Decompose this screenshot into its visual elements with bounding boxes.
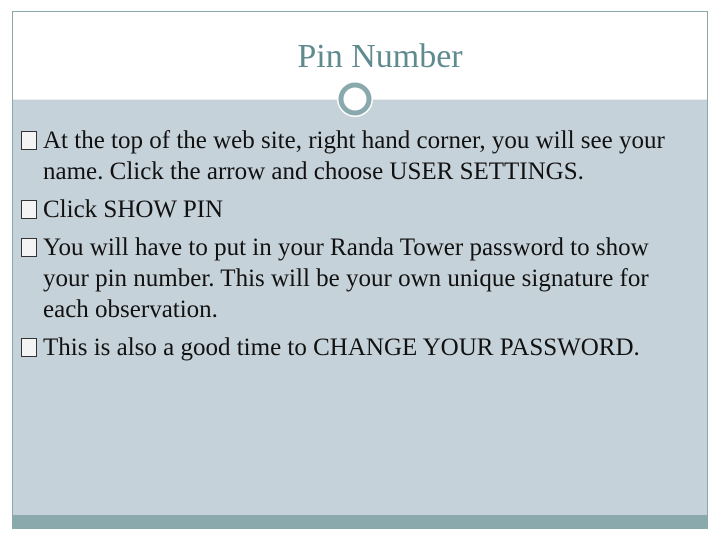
bullet-item	[21, 232, 691, 325]
bullet-item	[21, 332, 691, 363]
footer-band	[13, 515, 707, 528]
bullet-text: Click SHOW PIN	[43, 196, 224, 223]
bullet-text: At the top of the web site, right hand corner, you will see your name. Click the arrow and choose USER SETTINGS.	[43, 127, 665, 185]
ring-ornament-icon	[336, 80, 374, 118]
slide	[12, 11, 708, 529]
bullet-box-icon	[21, 238, 37, 257]
bullet-item	[21, 194, 691, 225]
bullet-box-icon	[21, 338, 37, 357]
bullet-item	[21, 125, 691, 187]
bullet-text: You will have to put in your Randa Tower password to show your pin number. This will be your own unique signature for each observation.	[43, 234, 649, 323]
bullet-text: This is also a good time to CHANGE YOUR PASSWORD.	[43, 334, 640, 361]
bullet-box-icon	[21, 131, 37, 150]
slide-title: Pin Number	[297, 38, 463, 75]
bullet-box-icon	[21, 200, 37, 219]
bullet-list	[21, 125, 691, 370]
